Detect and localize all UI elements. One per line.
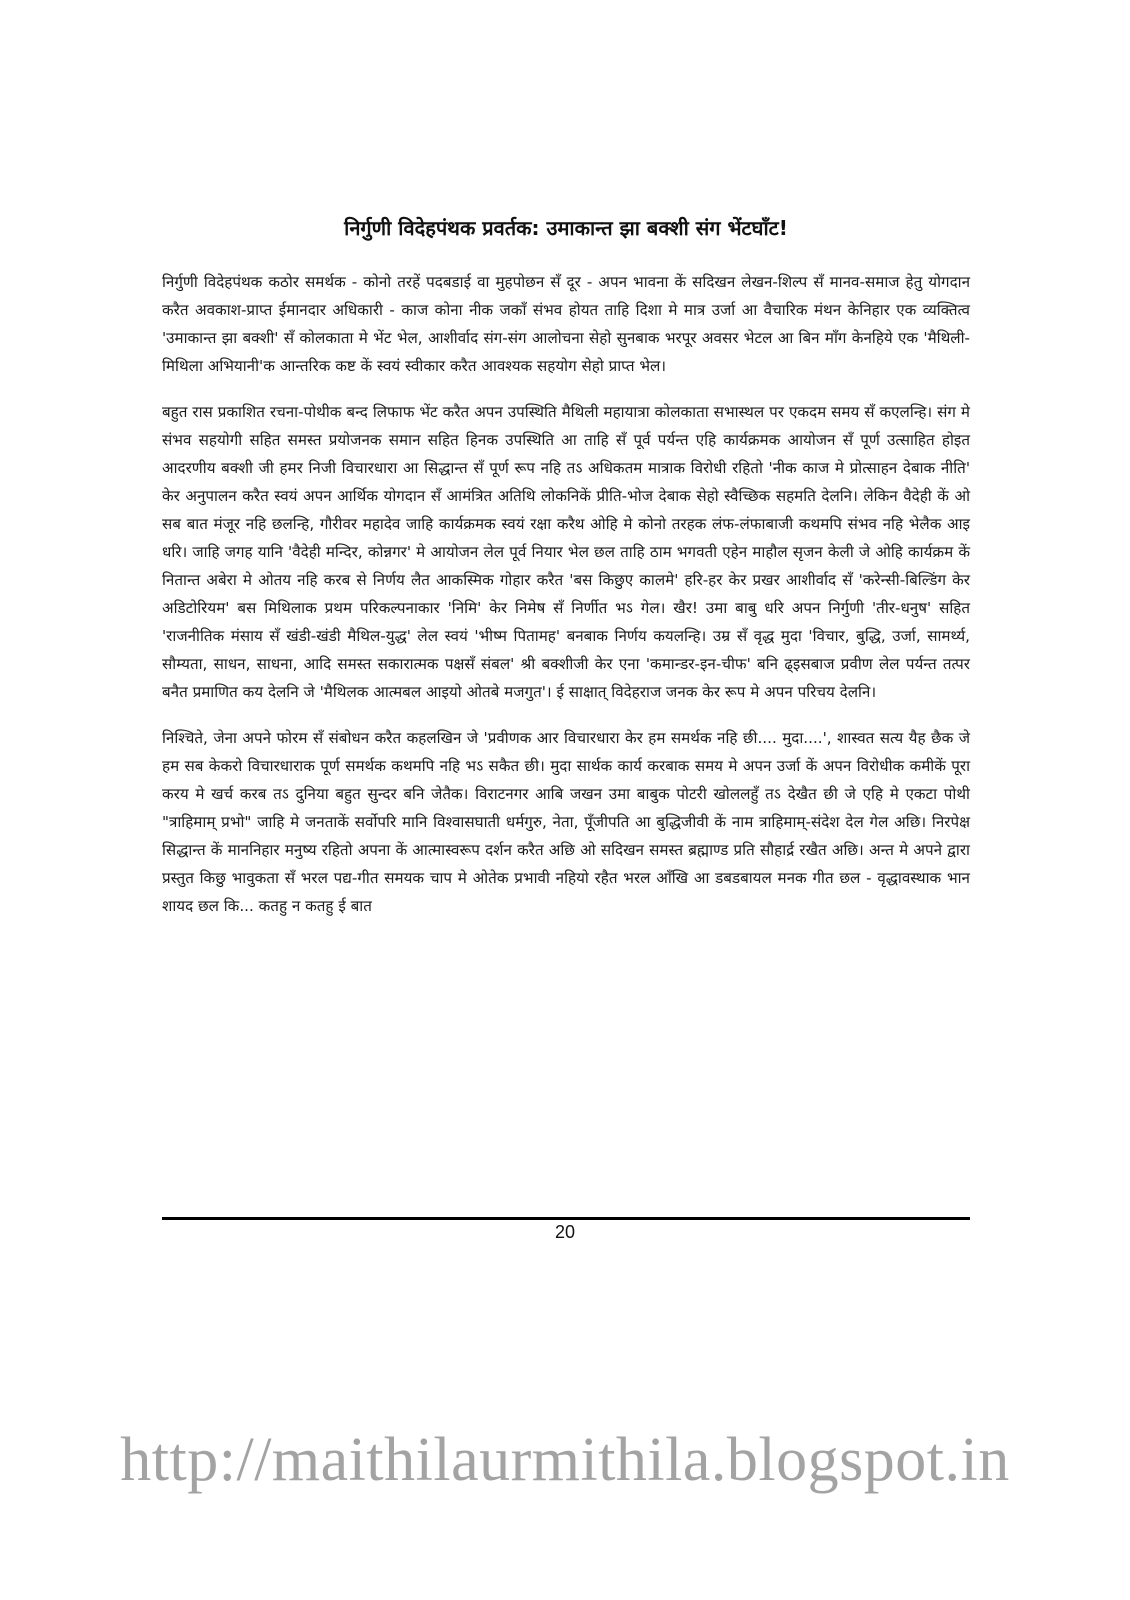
page-content bbox=[162, 210, 970, 938]
footer-divider bbox=[162, 1217, 970, 1220]
paragraph-1: निर्गुणी विदेहपंथक कठोर समर्थक - कोनो तरहें पदबडाई वा मुहपोछन सँ दूर - अपन भावना कें सदिखन लेखन-शिल्प सँ मानव-समाज हेतु योगदान करैत अवकाश-प्राप्त ईमानदार अधिकारी - काज कोना नीक जकाँ संभव होयत ताहि दिशा मे मात्र उर्जा आ वैचारिक मंथन केनिहार एक व्यक्तित्व 'उमाकान्त झा बक्शी' सँ कोलकाता मे भेंट भेल, आशीर्वाद संग-संग आलोचना सेहो सुनबाक भरपूर अवसर भेटल आ बिन माँग केनहिये एक 'मैथिली-मिथिला अभियानी'क आन्तरिक कष्ट कें स्वयं स्वीकार करैत आवश्यक सहयोग सेहो प्राप्त भेल। bbox=[162, 273, 971, 375]
paragraph-3: निश्चिते, जेना अपने फोरम सँ संबोधन करैत कहलखिन जे 'प्रवीणक आर विचारधारा केर हम समर्थक नहि छी.... मुदा....', शास्वत सत्य यैह छैक जे हम सब केकरो विचारधाराक पूर्ण समर्थक कथमपि नहि भऽ सकैत छी। मुदा सार्थक कार्य करबाक समय मे अपन उर्जा कें अपन विरोधीक कमीकें पूरा करय मे खर्च करब तऽ दुनिया बहुत सुन्दर बनि जेतैक। विराटनगर आबि जखन उमा बाबुक पोटरी खोललहुँ तऽ देखैत छी जे एहि मे एकटा पोथी "त्राहिमाम् प्रभो" जाहि मे जनताकें सर्वोपरि मानि विश्वासघाती धर्मगुरु, नेता, पूँजीपति आ बुद्धिजीवी कें नाम त्राहिमाम्-संदेश देल गेल अछि। निरपेक्ष सिद्धान्त कें माननिहार मनुष्य रहितो अपना कें आत्मास्वरूप दर्शन करैत अछि ओ सदिखन समस्त ब्रह्माण्ड प्रति सौहार्द्र रखैत अछि। अन्त मे अपने द्वारा प्रस्तुत किछु भावुकता सँ भरल पद्य-गीत समयक चाप मे ओतेक प्रभावी नहियो रहैत भरल आँखि आ डबडबायल मनक गीत छल - वृद्धावस्थाक भान शायद छल कि... कतहु न कतहु ई बात bbox=[162, 729, 970, 915]
blog-url-watermark: http://maithilaurmithila.blogspot.in bbox=[120, 1426, 1010, 1494]
paragraph-2: बहुत रास प्रकाशित रचना-पोथीक बन्द लिफाफ भेंट करैत अपन उपस्थिति मैथिली महायात्रा कोलकाता सभास्थल पर एकदम समय सँ कएलन्हि। संग मे संभव सहयोगी सहित समस्त प्रयोजनक समान सहित हिनक उपस्थिति आ ताहि सँ पूर्व पर्यन्त एहि कार्यक्रमक आयोजन सँ पूर्ण उत्साहित होइत आदरणीय बक्शी जी हमर निजी विचारधारा आ सिद्धान्त सँ पूर्ण रूप नहि तऽ अधिकतम मात्राक विरोधी रहितो 'नीक काज मे प्रोत्साहन देबाक नीति' केर अनुपालन करैत स्वयं अपन आर्थिक योगदान सँ आमंत्रित अतिथि लोकनिकें प्रीति-भोज देबाक सेहो स्वैच्छिक सहमति देलनि। लेकिन वैदेही कें ओ सब बात मंजूर नहि छलन्हि, गौरीवर महादेव जाहि कार्यक्रमक स्वयं रक्षा करैथ ओहि मे कोनो तरहक लंफ-लंफाबाजी कथमपि संभव नहि भेलैक आइ धरि। जाहि जगह यानि 'वैदेही मन्दिर, कोन्नगर' मे आयोजन लेल पूर्व नियार भेल छल ताहि ठाम भगवती एहेन माहौल सृजन केली जे ओहि कार्यक्रम कें नितान्त अबेरा मे ओतय नहि करब से निर्णय लैत आकस्मिक गोहार करैत 'बस किछुए कालमे' हरि-हर केर प्रखर आशीर्वाद सँ 'करेन्सी-बिल्डिंग केर अडिटोरियम' बस मिथिलाक प्रथम परिकल्पनाकार 'निमि' केर निमेष सँ निर्णीत भऽ गेल। खैर! उमा बाबु धरि अपन निर्गुणी 'तीर-धनुष' सहित 'राजनीतिक मंसाय सँ खंडी-खंडी मैथिल-युद्ध' लेल स्वयं 'भीष्म पितामह' बनबाक निर्णय कयलन्हि। उम्र सँ वृद्ध मुदा 'विचार, बुद्धि, उर्जा, सामर्थ्य, सौम्यता, साधन, साधना, आदि समस्त सकारात्मक पक्षसँ संबल' श्री बक्शीजी केर एना 'कमान्डर-इन-चीफ' बनि ढ्इसबाज प्रवीण लेल पर्यन्त तत्पर बनैत प्रमाणित कय देलनि जे 'मैथिलक आत्मबल आइयो ओतबे मजगुत'। ई साक्षात् विदेहराज जनक केर रूप मे अपन परिचय देलनि। bbox=[162, 403, 970, 701]
article-title: निर्गुणी विदेहपंथक प्रवर्तक: उमाकान्त झा बक्शी संग भेंटघाँट! bbox=[344, 216, 788, 240]
page-number: 20 bbox=[554, 1222, 576, 1242]
